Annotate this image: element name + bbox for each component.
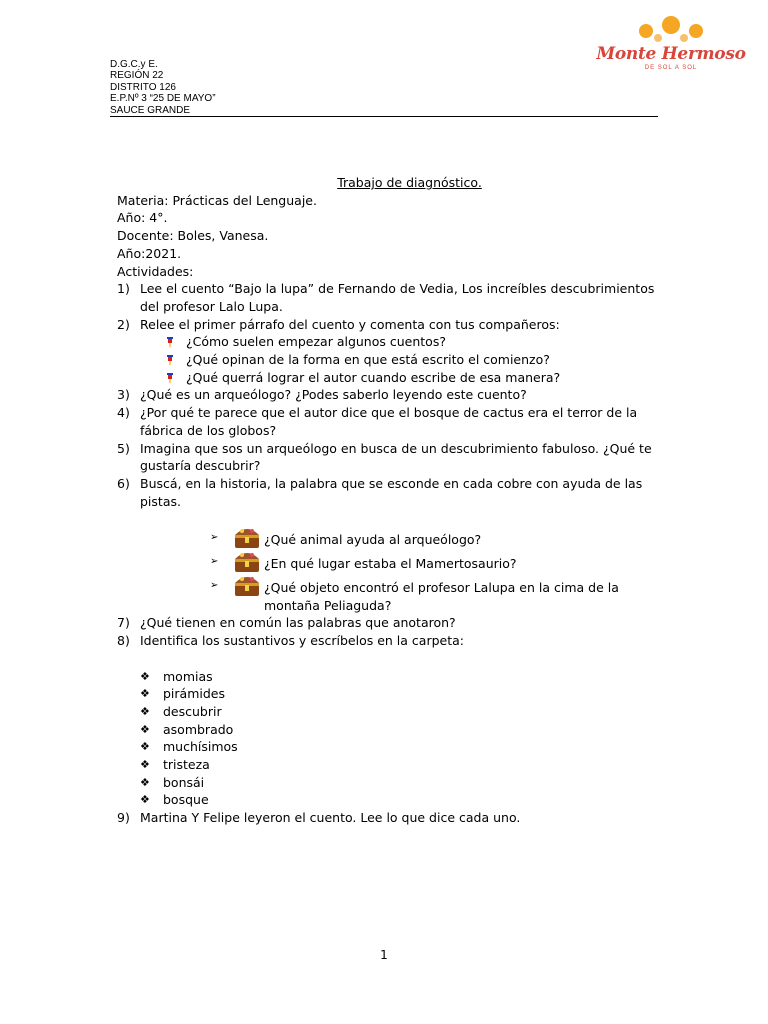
diamond-bullet-icon: ❖ — [140, 758, 150, 772]
sub-question-text: ¿Qué querrá lograr el autor cuando escribe de esa manera? — [186, 369, 561, 385]
activity-text: ¿Por qué te parece que el autor dice que el bosque de cactus era el terror de la fábrica de los globos? — [140, 405, 638, 438]
activity-item — [117, 632, 662, 650]
activity-text: Imagina que sos un arqueólogo en busca de un descubrimiento fabuloso. ¿Qué te gustaría descubrir? — [140, 440, 652, 474]
treasure-chest-icon — [233, 573, 261, 597]
activity-number: 6) — [117, 475, 130, 491]
activity-item — [117, 280, 662, 315]
activities-heading: Actividades: — [117, 263, 194, 279]
noun-text: bosque — [163, 792, 209, 808]
diamond-bullet-icon: ❖ — [140, 704, 150, 718]
noun-item — [140, 668, 662, 686]
school-header — [110, 59, 216, 116]
header-line: E.P.Nº 3 “25 DE MAYO” — [110, 93, 216, 105]
activity-number: 4) — [117, 405, 130, 421]
activity-text: Lee el cuento “Bajo la lupa” de Fernando de Vedia, Los increíbles descubrimientos del profesor Lalo Lupa. — [140, 281, 655, 314]
arrow-bullet-icon: ➢ — [210, 532, 219, 544]
sub-question-text: ¿Cómo suelen empezar algunos cuentos? — [186, 334, 446, 350]
activity-text: Martina Y Felipe leyeron el cuento. Lee lo que dice cada uno. — [140, 810, 521, 826]
worksheet-body — [117, 174, 662, 827]
noun-text: muchísimos — [163, 739, 238, 755]
clue-text: ¿Qué objeto encontró el profesor Lalupa en la cima de la montaña Peliaguda? — [264, 580, 619, 613]
info-teacher: Docente: Boles, Vanesa. — [117, 228, 269, 244]
activity-number: 2) — [117, 316, 130, 332]
noun-text: momias — [163, 668, 213, 684]
info-grade: Año: 4°. — [117, 210, 168, 226]
logo-name: Monte Hermoso — [596, 44, 746, 64]
noun-item — [140, 703, 662, 721]
activity-item — [117, 809, 662, 827]
sub-question-text: ¿Qué opinan de la forma en que está escrito el comienzo? — [186, 352, 550, 368]
noun-item — [140, 791, 662, 809]
diamond-bullet-icon: ❖ — [140, 793, 150, 807]
activity-text: ¿Qué tienen en común las palabras que anotaron? — [140, 615, 456, 631]
clue-item — [117, 552, 662, 576]
diamond-bullet-icon: ❖ — [140, 687, 150, 701]
diamond-bullet-icon: ❖ — [140, 740, 150, 754]
noun-text: bonsái — [163, 774, 205, 790]
noun-item — [140, 774, 662, 792]
activity-number: 5) — [117, 440, 130, 456]
noun-text: tristeza — [163, 757, 210, 773]
diamond-bullet-icon: ❖ — [140, 669, 150, 683]
clue-text: ¿Qué animal ayuda al arqueólogo? — [264, 532, 482, 548]
sub-question — [117, 333, 662, 351]
logo-tagline: DE SOL A SOL — [644, 65, 698, 71]
activity-number: 7) — [117, 615, 130, 631]
noun-item — [140, 721, 662, 739]
sun-icon — [596, 14, 746, 48]
arrow-bullet-icon: ➢ — [210, 580, 219, 592]
header-line: SAUCE GRANDE — [110, 104, 191, 116]
pushpin-icon — [166, 373, 174, 383]
clue-text: ¿En qué lugar estaba el Mamertosaurio? — [264, 556, 517, 572]
activity-text: ¿Qué es un arqueólogo? ¿Podes saberlo leyendo este cuento? — [140, 387, 527, 403]
info-subject: Materia: Prácticas del Lenguaje. — [117, 192, 317, 208]
pushpin-icon — [166, 337, 174, 347]
activity-item — [117, 386, 662, 404]
activity-text: Buscá, en la historia, la palabra que se esconde en cada cobre con ayuda de las pistas. — [140, 475, 643, 509]
header-divider — [110, 116, 658, 117]
activity-item — [117, 475, 662, 510]
monte-hermoso-logo — [596, 14, 746, 78]
sub-question — [117, 369, 662, 387]
activity-item — [117, 404, 662, 439]
activity-text: Identifica los sustantivos y escríbelos en la carpeta: — [140, 633, 464, 649]
sub-question — [117, 351, 662, 369]
activity-number: 8) — [117, 633, 130, 649]
activity-item — [117, 316, 662, 334]
noun-text: asombrado — [163, 721, 234, 737]
noun-item — [140, 685, 662, 703]
noun-item — [140, 738, 662, 756]
noun-text: descubrir — [163, 703, 222, 719]
noun-text: pirámides — [163, 686, 225, 702]
activity-number: 3) — [117, 387, 130, 403]
header-line: REGIÓN 22 — [110, 70, 164, 82]
page-number: 1 — [380, 948, 388, 962]
arrow-bullet-icon: ➢ — [210, 556, 219, 568]
info-year: Año:2021. — [117, 245, 182, 261]
treasure-chest-icon — [233, 549, 261, 573]
activity-item — [117, 614, 662, 632]
activity-number: 1) — [117, 281, 130, 297]
header-line: D.G.C.y E. — [110, 59, 158, 70]
header-line: DISTRITO 126 — [110, 81, 176, 93]
noun-list — [117, 668, 662, 810]
diamond-bullet-icon: ❖ — [140, 722, 150, 736]
noun-item — [140, 756, 662, 774]
activity-text: Relee el primer párrafo del cuento y comenta con tus compañeros: — [140, 316, 560, 332]
clue-item — [117, 528, 662, 552]
activity-item — [117, 440, 662, 475]
activity-number: 9) — [117, 810, 130, 826]
diamond-bullet-icon: ❖ — [140, 775, 150, 789]
document-title: Trabajo de diagnóstico. — [337, 175, 482, 190]
clue-item — [117, 576, 662, 614]
treasure-chest-icon — [233, 525, 261, 549]
pushpin-icon — [166, 355, 174, 365]
